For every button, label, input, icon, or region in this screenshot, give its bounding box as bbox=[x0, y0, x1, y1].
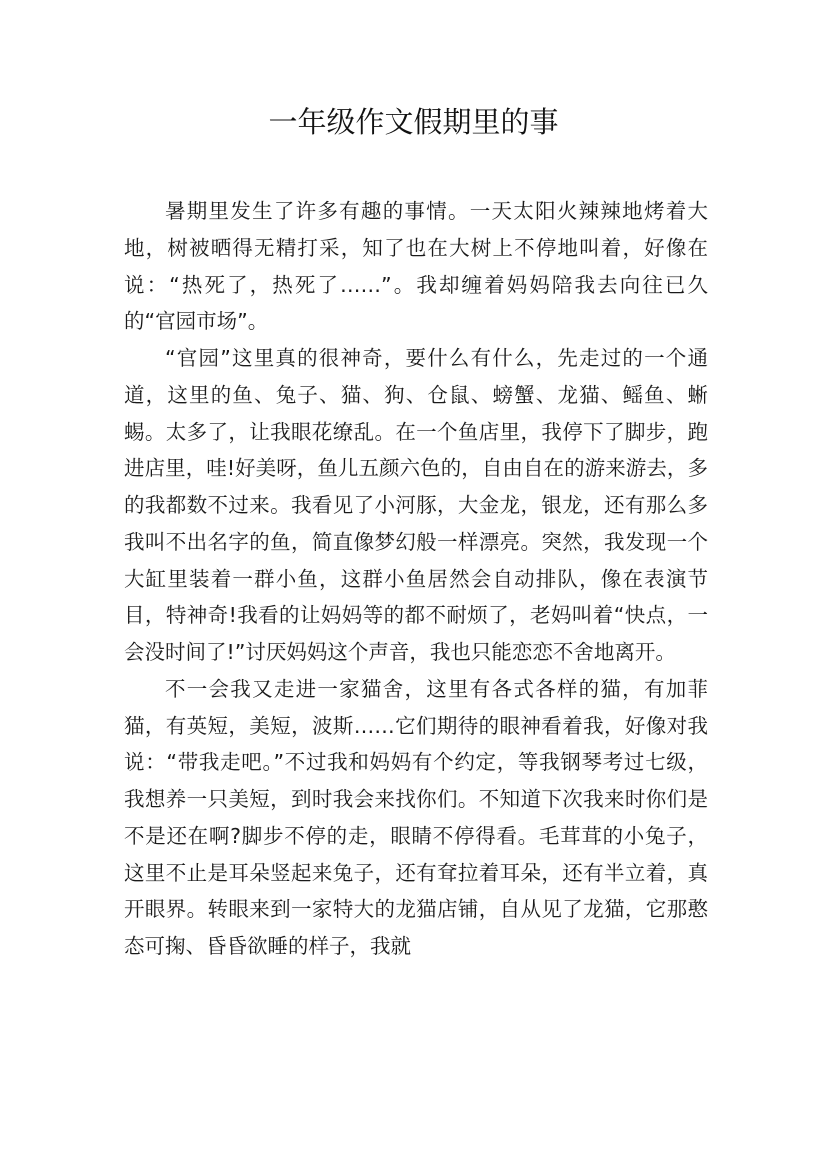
paragraph: “官园”这里真的很神奇，要什么有什么，先走过的一个通道，这里的鱼、兔子、猫、狗、仓鼠、螃蟹、龙猫、鳐鱼、蜥蜴。太多了，让我眼花缭乱。在一个鱼店里，我停下了脚步，跑进店里，哇!好美呀，鱼儿五颜六色的，自由自在的游来游去，多的我都数不过来。我看见了小河豚，大金龙，银龙，还有那么多我叫不出名字的鱼，简直像梦幻般一样漂亮。突然，我发现一个大缸里装着一群小鱼，这群小鱼居然会自动排队，像在表演节目，特神奇!我看的让妈妈等的都不耐烦了，老妈叫着“快点，一会没时间了!”讨厌妈妈这个声音，我也只能恋恋不舍地离开。 bbox=[124, 346, 708, 664]
paragraph: 暑期里发生了许多有趣的事情。一天太阳火辣辣地烤着大地，树被晒得无精打采，知了也在大树上不停地叫着，好像在说：“热死了，热死了……”。我却缠着妈妈陪我去向往已久的“官园市场”。 bbox=[124, 199, 708, 334]
document-title: 一年级作文假期里的事 bbox=[268, 105, 559, 139]
document-body bbox=[124, 193, 708, 965]
paragraph: 不一会我又走进一家猫舍，这里有各式各样的猫，有加菲猫，有英短，美短，波斯……它们期待的眼神看着我，好像对我说：“带我走吧。”不过我和妈妈有个约定，等我钢琴考过七级，我想养一只美短，到时我会来找你们。不知道下次我来时你们是不是还在啊?脚步不停的走，眼睛不停得看。毛茸茸的小兔子，这里不止是耳朵竖起来兔子，还有耷拉着耳朵，还有半立着，真开眼界。转眼来到一家特大的龙猫店铺，自从见了龙猫，它那憨态可掬、昏昏欲睡的样子，我就 bbox=[124, 676, 708, 958]
